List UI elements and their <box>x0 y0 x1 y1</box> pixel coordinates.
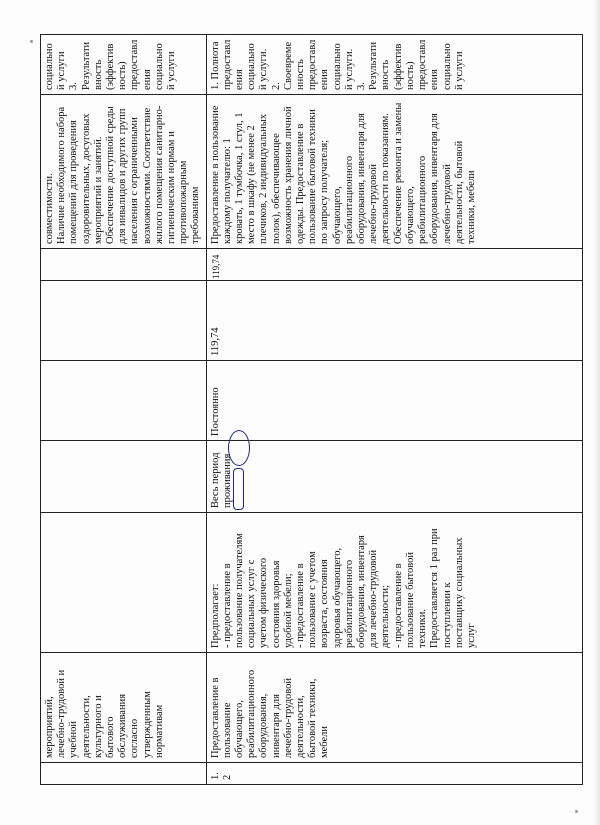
cell-text-line: предоставления <box>417 39 441 90</box>
cell-text-line: предоставления <box>221 39 246 90</box>
scan-speck <box>575 810 578 813</box>
cell-text-line: пользование с учетом <box>307 551 319 648</box>
cell-text-line: социальной услуги <box>441 43 465 90</box>
cell-text-line: лечебно-трудовой <box>368 163 380 244</box>
cell-indicators <box>41 35 207 95</box>
cell-text-line: (эффективность) <box>105 43 129 90</box>
cell-text-line: техники, мебели <box>465 170 477 244</box>
cell-text-line: реабилитационного <box>343 155 355 244</box>
table-row-main <box>206 35 582 785</box>
cell-text-line: мебели <box>319 725 331 758</box>
cell-text-line: полок), обеспечивающее <box>270 133 282 244</box>
cell-text-line: обучающего, <box>404 186 416 244</box>
cell-standards <box>206 95 582 249</box>
cell-text-line: обучающего, <box>234 700 246 758</box>
services-table <box>40 34 583 785</box>
cell-text-line: реабилитационного <box>246 669 258 758</box>
scan-edge-shadow <box>594 0 600 825</box>
cell-text-line: кровать, 1 тумбочка, 1 стул, 1 <box>234 112 246 244</box>
cell-text-line: Обеспечение доступной среды <box>105 106 117 244</box>
cell-text-line: бытовой техники, <box>307 678 319 758</box>
cell-text-line: социальной услуги <box>44 43 68 90</box>
cell-text-line: пользование бытовой техники <box>307 109 319 244</box>
cell-text-line: деятельности; <box>380 584 392 648</box>
cell-text-line: социальной услуги. <box>331 43 355 90</box>
cell-text-line: Предполагает: <box>209 583 221 648</box>
cell-text-line: Предоставление в пользование <box>209 105 221 244</box>
cell-text-line: состояния здоровья <box>270 560 282 648</box>
rotated-table-container <box>40 35 562 785</box>
cell-text-line: реабилитационного <box>343 559 355 648</box>
table-row-top <box>41 35 207 785</box>
cell-text-line: - предоставление в <box>392 563 404 648</box>
cell-text-line: техники. <box>417 609 429 648</box>
cell-text-line: Результативность <box>80 41 104 90</box>
cell-text-line: оборудования, инвентаря для <box>429 113 441 244</box>
cell-text-line: лечебно-трудовой и <box>56 669 68 758</box>
cell-text-line: место в шкафу (не менее 2 <box>246 125 258 244</box>
cell-text-line: возможность хранения личной <box>282 106 294 244</box>
cell-description <box>206 513 582 653</box>
cell-text-line: деятельности по показаниям. <box>380 113 392 244</box>
cell-number: 1.2 <box>206 763 582 785</box>
cell-text-line: 2. <box>270 82 282 90</box>
cell-text-line: нормативам <box>153 704 165 758</box>
cell-text-line: каждому получателю: 1 <box>221 138 233 244</box>
cell-text-line: деятельности, <box>80 695 92 758</box>
cell-text-line: мероприятий и занятий. <box>92 136 104 244</box>
cell-text-line: деятельности, <box>295 695 307 758</box>
cell-term <box>41 441 207 513</box>
cell-number <box>41 763 207 785</box>
cell-text-line: реабилитационного <box>417 155 429 244</box>
cell-text-line: предоставления <box>307 39 331 90</box>
cell-text-line: гигиеническим нормам и <box>166 131 178 244</box>
cell-text-line: возраста, состояния <box>319 559 331 648</box>
cell-service-name <box>206 653 582 763</box>
cell-frequency: Постоянно <box>206 361 582 441</box>
cell-text-line: Наличие необходимого набора <box>56 106 68 244</box>
cell-text-line: оборудования, инвентаря для <box>356 113 368 244</box>
cell-text-line: оборудования, инвентаря <box>356 535 368 648</box>
cell-text-line: Предоставление в <box>209 677 221 758</box>
cell-text-line: Предоставляется 1 раз при <box>429 528 441 648</box>
cell-text-line: социальной услуги. <box>246 43 270 90</box>
cell-standards <box>41 95 207 249</box>
cell-text-line: жилого помещения санитарно- <box>153 105 165 244</box>
cell-text-line: услуг <box>465 623 477 648</box>
cell-text-line: по запросу получателя; <box>319 139 331 244</box>
cell-text-line: согласно <box>129 718 141 758</box>
cell-text-line: лечебно-трудовой <box>441 163 453 244</box>
cell-text-line: плечиков, 2 индивидуальных <box>258 114 270 244</box>
cell-text-line: для инвалидов и других групп <box>117 108 129 244</box>
cell-text-line: лечебно-трудовой <box>282 677 294 758</box>
cell-price <box>41 249 207 281</box>
cell-text-line: совместимости. <box>44 173 55 244</box>
cell-text-line: - предоставление в <box>295 563 307 648</box>
cell-text-line: противопожарным <box>178 160 190 244</box>
cell-text-line: инвентаря для <box>270 694 282 758</box>
cell-text-line: деятельности, бытовой <box>453 140 465 244</box>
cell-term <box>206 441 582 513</box>
scan-speck <box>30 40 33 43</box>
cell-text-line: требованиям <box>190 186 202 244</box>
cell-text-line: 3. <box>68 82 80 90</box>
cell-text-line: учетом физического <box>258 557 270 648</box>
pen-underline-mark <box>233 468 244 510</box>
cell-service-name <box>41 653 207 763</box>
cell-text-line: предоставления <box>129 39 153 90</box>
cell-text-line: Своевременность <box>282 41 307 90</box>
cell-text-line: пользование бытовой <box>404 552 416 648</box>
cell-text-line: поступлении к <box>441 582 453 648</box>
cell-text-line: помещений для проведения <box>68 120 80 244</box>
cell-text-line: проживания <box>221 453 233 508</box>
cell-price: 119,74 <box>206 249 582 281</box>
cell-text-line: Весь период <box>209 452 221 508</box>
cell-text-line: для лечебно-трудовой <box>368 549 380 648</box>
cell-text-line: 1. Полнота <box>209 41 221 90</box>
cell-text-line: обучающего, <box>331 186 343 244</box>
cell-text-line: 3. <box>356 82 368 90</box>
cell-text-line: учебной <box>68 720 80 758</box>
cell-text-line: возможностями. Соответствие <box>141 107 153 244</box>
cell-text-line: социальных услуг с <box>246 559 258 648</box>
cell-frequency <box>41 361 207 441</box>
cell-description <box>41 513 207 653</box>
cell-text-line: поставщику социальных <box>453 537 465 648</box>
cell-text-line: (эффективность) <box>392 43 416 90</box>
cell-text-line: мероприятий, <box>44 696 55 758</box>
cell-text-line: оздоровительных, досуговых <box>80 113 92 244</box>
cell-text-line: обслуживания <box>117 693 129 758</box>
cell-text-line: удобной мебели; <box>282 573 294 648</box>
cell-indicators <box>206 35 582 95</box>
cell-norm <box>41 281 207 361</box>
cell-norm: 119,74 <box>206 281 582 361</box>
pen-circle-mark <box>228 430 250 466</box>
cell-text-line: населения с ограниченными <box>129 117 141 244</box>
cell-text-line: пользование получателям <box>234 533 246 648</box>
cell-text-line: социальной услуги <box>153 43 178 90</box>
cell-text-line: культурного и <box>92 695 104 758</box>
cell-text-line: утвержденным <box>141 691 153 758</box>
cell-text-line: - предоставление в <box>221 563 233 648</box>
cell-text-line: здоровья обучающего, <box>331 547 343 648</box>
cell-text-line: одежды. Предоставление в <box>295 123 307 244</box>
cell-text-line: пользование <box>221 702 233 758</box>
cell-text-line: бытового <box>105 716 117 758</box>
cell-text-line: Результативность <box>368 41 392 90</box>
cell-text-line: оборудования, <box>258 693 270 758</box>
cell-text-line: Обеспечение ремонта и замены <box>392 102 404 244</box>
